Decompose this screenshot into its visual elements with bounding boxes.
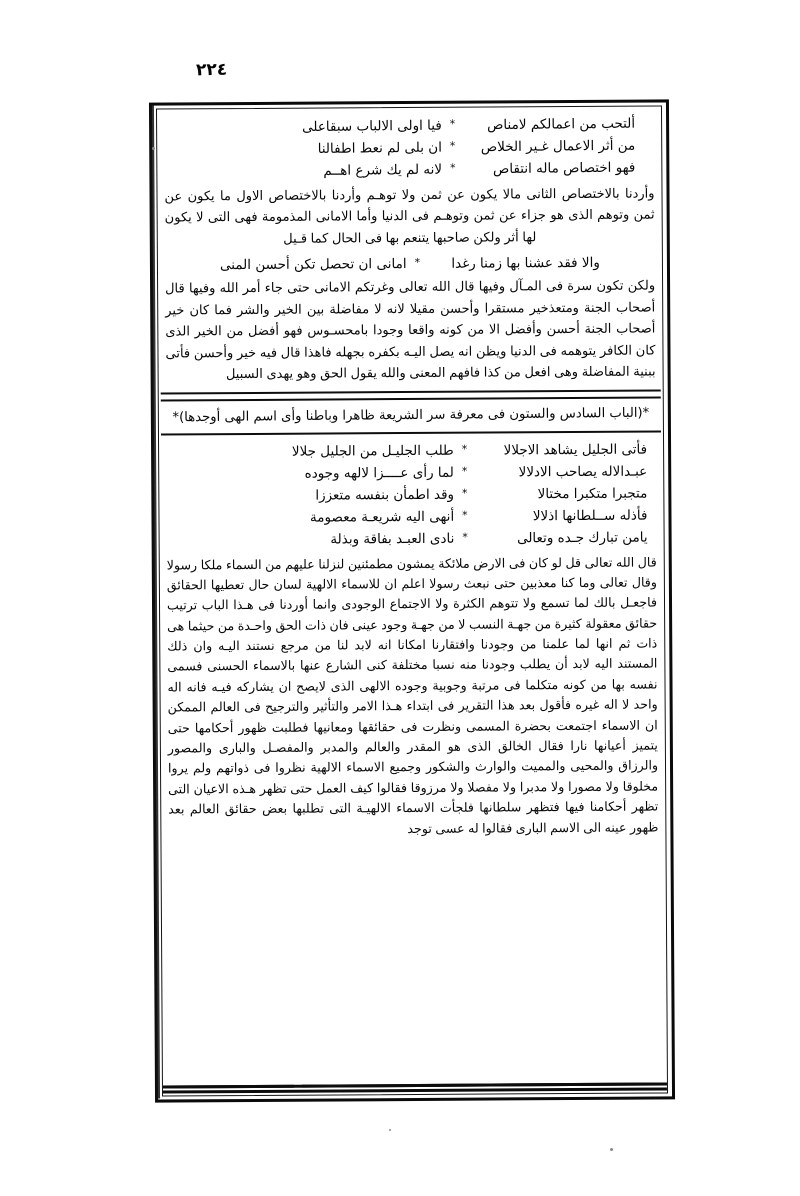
- verse-separator-asterisk: *: [449, 161, 456, 175]
- page-frame-inner: [156, 105, 668, 1096]
- hemistich-second: وقد اطمأن بنفسه متعززا: [315, 486, 455, 504]
- scan-speck: [389, 1129, 391, 1131]
- chapter-heading-title: (الباب السادس والستون فى معرفة سر الشريعة ظاهرا وباطنا وأى اسم الهى أوجدها): [179, 405, 643, 426]
- hemistich-first: عبـدالاله يصاحب الادلالا: [518, 463, 648, 481]
- verse-line: [174, 253, 646, 278]
- verse-separator-asterisk: *: [449, 139, 456, 153]
- verse-separator-asterisk: *: [461, 442, 468, 456]
- hemistich-first: ألتحب من اعمالكم لامناص: [486, 115, 636, 134]
- verse-separator-asterisk: *: [449, 117, 456, 131]
- hemistich-second: لانه لم يك شرع اهــم: [323, 161, 443, 179]
- hemistich-second: فيا اولى الالباب سبقاعلى: [301, 117, 442, 136]
- hemistich-second: نادى العبـد بفاقة وبذلة: [330, 530, 455, 548]
- rule-below-chapter: [161, 431, 661, 436]
- verse-block-chapter: [159, 436, 664, 554]
- hemistich-first: يامن تبارك جـده وتعالى: [516, 529, 648, 546]
- verse-separator-asterisk: *: [462, 508, 468, 522]
- footer-rule-gap: [294, 1085, 302, 1088]
- hemistich-second: طلب الجليـل من الجليل جلالا: [291, 442, 454, 460]
- prose-body-paragraph: قال الله تعالى قل لو كان فى الارض ملائكة يمشون مطمئنين لنزلنا عليهم من السماء ملكا رسولا وقال تعالى وما كنا معذبين حتى نبعث رسولا اعلم ان للاسماء الالهية لسان حال تعطيها الحقائق فاجعـل بالك لما تسمع ولا تتوهم الكثرة ولا الاجتماع الوجودى وانما أوردنا فى هـذا الباب ترتيب حقائق معقولة كثيرة من جهـة النسب لا من جهـة وجود عينى فان ذات الحق واحـدة من حيثما هى ذات ثم انها لما علمنا من وجودنا وافتقارنا امكانا انه لابد لنا من مرجع نستند اليـه وان ذلك المستند اليه لابد أن يطلب وجودنا منه نسبا مختلفة كنى الشارع عنها بالاسماء الحسنى فسمى نفسه بها من كونه متكلما فى مرتبة وجوبية وجوده الالهى الذى لايصح ان يشاركه فيـه فانه اله واحد لا اله غيره فأقول بعد هذا التقرير فى ابتداء هـذا الامر والتأثير والترجيح فى العالم الممكن ان الاسماء اجتمعت بحضرة المسمى ونظرت فى حقائقها ومعانيها فطلبت ظهور أحكامها حتى يتميز أعيانها نارا فقال الخالق الذى هو المقدر والعالم والمدبر والمفصـل والبارى والمصور والرزاق والمحيى والمميت والوارث والشكور وجميع الاسماء الالهية نظروا فى ذواتهم ولم يروا مخلوقا ولا مصورا ولا مدبرا ولا مفصلا ولا مرزوقا فقالوا كيف العمل حتى تظهر هـذه الاعيان التى تظهر أحكامنا فيها فتظهر سلطانها فلجأت الاسماء الالهيـة التى تطلبها بعض حقائق العالم بعد ظهور عينه الى الاسم البارى فقالوا له عسى توجد: [166, 554, 659, 836]
- hemistich-first: فأذله ســلطانها اذلالا: [532, 507, 648, 525]
- footer-rule-segment-left: [163, 1085, 294, 1089]
- footer-rule-solid: [163, 1087, 667, 1093]
- verse-line: [175, 462, 647, 487]
- scan-speck: [152, 147, 155, 150]
- verse-block-amani: [158, 251, 662, 278]
- verse-line: [175, 483, 647, 508]
- hemistich-first: فأتى الجليل يشاهد الاجلالا: [503, 441, 648, 459]
- prose-paragraph-first: وأردنا بالاختصاص الثانى مالا يكون عن ثمن ولا توهـم وأردنا بالاختصاص الاول ما يكون عن ثمن وتوهم الذى هو جزاء عن ثمن وتوهـم فى الدنيا وأما الامانى المذمومة فهى التى لا يكون لها أثر ولكن صاحبها يتنعم بها فى الحال كما قـيل: [164, 186, 655, 247]
- hemistich-first: متجبرا متكبرا مختالا: [537, 485, 648, 503]
- hemistich-first: والا فقد عشنا بها زمنا رغدا: [451, 255, 600, 273]
- hemistich-first: فهو اختصاص ماله انتقاص: [492, 159, 636, 177]
- footer-rules: [163, 1080, 667, 1093]
- verse-separator-asterisk: *: [461, 486, 468, 500]
- chapter-heading-text: [165, 404, 657, 428]
- verse-line: [173, 157, 635, 184]
- prose-paragraph-second: ولكن تكون سرة فى المـآل وفيها قال الله تعالى وغرتكم الامانى حتى جاء أمر الله وفيها قال أصحاب الجنة ومتعذخير مستقرا وأحسن مقيلا لانه لا مفاضلة بين الخير والشر فما كان خير أصحاب الجنة أحسن وأفضل الا من كونه واقعا وجودا بامحسـوس فهو أفضل من الخير الذى كان الكافر يتوهمه فى الدنيا ويظن انه يصل اليـه بكفره بجهله فاهذا قال فيه خير وأحسن فأتى ببنية المفاضلة وهى افعل من كذا فافهم المعنى والله يقول الحق وهو يهدى السبيل: [165, 278, 656, 383]
- hemistich-second: امانى ان تحصل تكن أحسن المنى: [219, 256, 407, 274]
- scan-speck: [610, 1148, 613, 1151]
- verse-line: [176, 527, 648, 552]
- chapter-marker-start: *: [642, 405, 650, 421]
- chapter-heading-band: [159, 402, 663, 431]
- verse-line: [175, 505, 647, 530]
- verse-separator-asterisk: *: [414, 256, 420, 270]
- hemistich-first: من أثر الاعمال غـير الخلاص: [480, 137, 636, 156]
- rule-double-above-chapter: [161, 390, 661, 402]
- hemistich-second: لما رأى عــــزا لالهه وجوده: [304, 464, 454, 482]
- verse-line: [175, 440, 647, 465]
- hemistich-second: أنهى اليه شريعـة معصومة: [309, 508, 455, 526]
- chapter-marker-end: *: [172, 410, 180, 426]
- verse-block-opening: [157, 106, 661, 185]
- page-frame: [149, 99, 675, 1102]
- verse-separator-asterisk: *: [461, 464, 468, 478]
- page-number: ٤٢٢: [195, 59, 228, 81]
- verse-separator-asterisk: *: [462, 530, 468, 544]
- hemistich-second: ان بلى لم نعط اطفالنا: [317, 139, 442, 157]
